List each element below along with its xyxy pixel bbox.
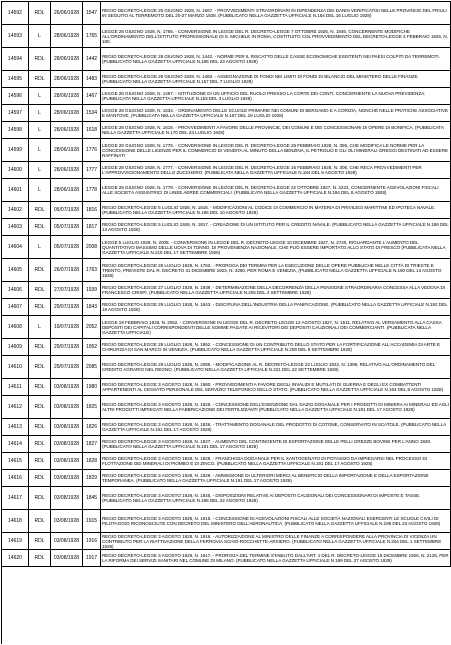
record-number: 14592	[2, 2, 29, 25]
act-type: RDL	[29, 202, 51, 219]
act-type: L	[29, 316, 51, 339]
table-row	[2, 487, 451, 510]
law-register-page	[1, 1, 450, 644]
record-number: 14596	[2, 88, 29, 105]
act-number: 2008	[83, 236, 101, 259]
table-row	[2, 48, 451, 71]
record-number: 14603	[2, 219, 29, 236]
table-row	[2, 339, 451, 356]
record-number: 14600	[2, 162, 29, 179]
act-number: 1483	[83, 71, 101, 88]
act-type: RDL	[29, 71, 51, 88]
table-row	[2, 162, 451, 179]
record-number: 14620	[2, 550, 29, 567]
act-type: L	[29, 179, 51, 202]
act-number: 1618	[83, 122, 101, 139]
act-type: RDL	[29, 533, 51, 550]
act-date: 28/06/1928	[51, 25, 83, 48]
record-number: 14605	[2, 259, 29, 282]
act-date: 03/08/1928	[51, 487, 83, 510]
record-number: 14597	[2, 105, 29, 122]
record-number: 14619	[2, 533, 29, 550]
act-date: 03/08/1928	[51, 419, 83, 436]
table-row	[2, 25, 451, 48]
act-number: 1845	[83, 487, 101, 510]
table-row	[2, 2, 451, 25]
act-number: 1534	[83, 105, 101, 122]
act-description: REGIO DECRETO-LEGGE 27 LUGLIO 1928, N. 1939. - DETERMINAZIONE DELLA DECORRENZA DELLA PENSIONE STRAORDINARIA CONCESSA ALLA VEDOVA DI FRANCESCO CRISPI, (PUBBLICATO NELLA GAZZETTA UFFICIALE N.205 DEL 4 SETTEMBRE 1928)	[101, 282, 451, 299]
table-row	[2, 550, 451, 567]
act-date: 19/07/1928	[51, 316, 83, 339]
record-number: 14594	[2, 48, 29, 71]
act-type: RDL	[29, 299, 51, 316]
act-description: REGIO DECRETO-LEGGE 3 AGOSTO 1928, N. 1980. - PROVVEDIMENTI A FAVORE DEGLI INVALIDI E MUTILATI DI GUERRA E DEGLI EX COMBATTENTI APPARTENENTI AL CESSATO PERSONALE DEL SERVIZIO TELEFONICO DELLO STATO. (PUBBLICATO NELLA GAZZETTA UFFICIALE N.164 DEL 8 AGOSTO 1928)	[101, 379, 451, 396]
record-number: 14614	[2, 436, 29, 453]
act-type: L	[29, 88, 51, 105]
act-number: 1980	[83, 379, 101, 396]
act-description: REGIO DECRETO-LEGGE 29 LUGLIO 1928, N. 1952. - CONCESSIONE DI UN CONTRIBUTO DELLO STATO PER LA FORTIFICAZIONE ALL'ACCADEMIA DI ARTE E CHIRURGIA DI SAN MARCO IN VENEZIA. (PUBBLICATO NELLA GAZZETTA UFFICIALE N.209 DEL 8 SETTEMBRE 1928)	[101, 339, 451, 356]
act-description: LEGGE 28 GIUGNO 1928, N. 1776. - CONVERSIONE IN LEGGE DEL R. DECRETO-LEGGE 26 FEBBRAIO 1928, N. 355, CHE MODIFICA LE NORME PER LA CONCESSIONE DELLE LICENZE PER IL COMMERCIO DI VENDITA AL MINUTO DELLA BENZINA, IL PETROLIO E GLI OLI MINERALI GREGGI DESTINATI AD ESSERE RAFFINATI	[101, 139, 451, 162]
act-date: 05/07/1928	[51, 236, 83, 259]
record-number: 14609	[2, 339, 29, 356]
act-description: REGIO DECRETO-LEGGE 29 LUGLIO 1928, N. 2085. - MODIFICAZIONE AL R. DECRETO-LEGGE 22 LUGLIO 1922, N. 1399, RELATIVO ALL'ORDINAMENTO DEL CREDITO AGRARIO NEL REGNO. (PUBBLICATO NELLA GAZZETTA UFFICIALE N.221 DEL 22 SETTEMBRE 1928)	[101, 356, 451, 379]
table-row	[2, 419, 451, 436]
act-type: RDL	[29, 259, 51, 282]
act-description: REGIO DECRETO-LEGGE 3 AGOSTO 1928, N. 1917. - PROROGA DEL TERMINE STABILITO DALL'ART. 1 DEL R. DECRETO-LEGGE 16 DICEMBRE 1926, N. 2125, PER LA RIFORMA DEI SERVIZI SANITARI NEL COMUNE DI MILANO. (PUBBLICATO NELLA GAZZETTA UFFICIALE N.199 DEL 27 AGOSTO 1928)	[101, 550, 451, 567]
act-date: 26/06/1928	[51, 2, 83, 25]
act-date: 28/06/1928	[51, 71, 83, 88]
table-row	[2, 282, 451, 299]
act-number: 1816	[83, 202, 101, 219]
record-number: 14601	[2, 179, 29, 202]
act-number: 1916	[83, 533, 101, 550]
act-type: RDL	[29, 379, 51, 396]
act-type: RDL	[29, 550, 51, 567]
act-date: 27/07/1928	[51, 282, 83, 299]
table-row	[2, 179, 451, 202]
act-number: 1917	[83, 550, 101, 567]
record-number: 14607	[2, 299, 29, 316]
table-row	[2, 436, 451, 453]
record-number: 14595	[2, 71, 29, 88]
act-number: 1915	[83, 510, 101, 533]
act-date: 28/06/1928	[51, 48, 83, 71]
record-number: 14613	[2, 419, 29, 436]
act-number: 1829	[83, 470, 101, 487]
act-type: RDL	[29, 396, 51, 419]
table-row	[2, 71, 451, 88]
act-date: 03/08/1928	[51, 396, 83, 419]
act-number: 1778	[83, 179, 101, 202]
act-type: RDL	[29, 510, 51, 533]
act-date: 03/08/1928	[51, 436, 83, 453]
act-type: L	[29, 122, 51, 139]
table-row	[2, 105, 451, 122]
act-number: 1828	[83, 453, 101, 470]
act-description: REGIO DECRETO-LEGGE 3 AGOSTO 1928, N. 1827. - AUMENTO DEL CONTINGENTE DI ESPORTAZIONE DELLE PELLI GREZZE BOVINE PER L'ANNO 1928. (PUBBLICATO NELLA GAZZETTA UFFICIALE N.191 DEL 17 AGOSTO 1928)	[101, 436, 451, 453]
act-description: LEGGE 5 LUGLIO 1928, N. 2008. - CONVERSIONE IN LEGGE DEL R. DECRETO-LEGGE 10 DICEMBRE 1927, N. 2740, RIGUARDANTE L'AUMENTO DEL QUANTITATIVO MASSIMO DELLE UOVA DI TONNO, DI PROVENIENZA NAZIONALE, CHE PUÒ ESSERE IMPORTATO ALLO STATO DI FRESCO (PUBBLICATA NELLA GAZZETTA UFFICIALE N.216 DEL 17 SETTEMBRE 1928)	[101, 236, 451, 259]
act-type: RDL	[29, 419, 51, 436]
table-row	[2, 202, 451, 219]
act-type: L	[29, 105, 51, 122]
act-type: RDL	[29, 282, 51, 299]
act-type: RDL	[29, 356, 51, 379]
act-description: REGIO DECRETO-LEGGE 3 AGOSTO 1928, N. 1825. - CONCESSIONE DELL'ESENZIONE DAL DAZIO DOGANALE PER I PRODOTTI DI MINIERA AI MINERALI ED AGLI ALTRI PRODOTTI IMPIEGATI NELLA FABBRICAZIONE DEI FERTILIZZANTI (PUBBLICATO NELLA GAZZETTA UFFICIALE N.191 DEL 17 AGOSTO 1928)	[101, 396, 451, 419]
act-type: RDL	[29, 219, 51, 236]
record-number: 14602	[2, 202, 29, 219]
act-description: LEGGE 28 GIUGNO 1928, N. 1534. - ORDINAMENTO DELLE SCUOLE PRIMARIE NEI COMUNI DI BERGAMO E A CORIZIA, NONCHÉ NELLE PRATICHE ASSOCIATIVE E MANTOVE. (PUBBLICATA NELLA GAZZETTA UFFICIALE N.167 DEL 19 LUGLIO 1928)	[101, 105, 451, 122]
act-type: L	[29, 236, 51, 259]
law-register-table	[1, 1, 451, 567]
act-date: 03/08/1928	[51, 533, 83, 550]
act-description: REGIO DECRETO-LEGGE 3 AGOSTO 1928, N. 1915. - CONCESSIONE DI AGEVOLAZIONI FISCALI ALLE SOCIETÀ NAZIONALI ESERCENTI LE SCUOLE CIVILI DI PILOTAGGIO RICONOSCIUTE CON DECRETO DEL MINISTERO DELL'AERONAUTICA. (PUBBLICATO NELLA GAZZETTA UFFICIALE N.198 DEL 23 AGOSTO 1928)	[101, 510, 451, 533]
act-number: 1442	[83, 48, 101, 71]
act-description: REGIO DECRETO-LEGGE 26 GIUGNO 1928, N. 1567. - PROVVEDIMENTI STRAORDINARI IN DIPENDENZA DEI DANNI VERIFICATISI NELLE PROVINCIE DEL FRIULI IN SEGUITO AL TERREMOTO DEL 20-27 MARZO 1928. (PUBBLICATO NELLA GAZZETTA UFFICIALE N.164 DEL 16 LUGLIO 1928)	[101, 2, 451, 25]
act-number: 1776	[83, 139, 101, 162]
act-date: 05/07/1928	[51, 219, 83, 236]
act-date: 29/07/1928	[51, 356, 83, 379]
act-description: LEGGE 28 GIUGNO 1928, N. 1778. - CONVERSIONE IN LEGGE DEL R. DECRETO-LEGGE 22 OTTOBRE 1927, N. 2223, CONCERNENTE AGEVOLAZIONI FISCALI ALLE SOCIETÀ ASSUNTRICI DI LINEE AEREE COMMERCIALI. (PUBBLICATA NELLA GAZZETTA UFFICIALE N.184 DEL 8 AGOSTO 1928)	[101, 179, 451, 202]
act-number: 1939	[83, 282, 101, 299]
act-description: REGIO DECRETO-LEGGE 29 LUGLIO 1928, N. 1843. - DISCIPLINA DELL'INDUSTRIA DELLA PANIFICAZIONE. (PUBBLICATO NELLA GAZZETTA UFFICIALE N.192 DEL 18 AGOSTO 1928)	[101, 299, 451, 316]
act-number: 1825	[83, 396, 101, 419]
record-number: 14604	[2, 236, 29, 259]
table-row	[2, 299, 451, 316]
table-row	[2, 453, 451, 470]
table-row	[2, 259, 451, 282]
record-number: 14616	[2, 470, 29, 487]
record-number: 14611	[2, 379, 29, 396]
act-type: RDL	[29, 436, 51, 453]
act-date: 03/08/1928	[51, 510, 83, 533]
act-description: REGIO DECRETO-LEGGE 3 AGOSTO 1928, N. 1828. - FRANCHIGIA DOGANALE PER IL XANTOGENATO DI POTASSIO DA IMPIEGARSI NEL PROCESSO DI FLOTTAZIONE DEI MINERALI DI PIOMBO E DI ZINCO. (PUBBLICATO NELLA GAZZETTA UFFICIALE N.191 DEL 17 AGOSTO 1928)	[101, 453, 451, 470]
act-number: 1817	[83, 219, 101, 236]
act-description: LEGGE 28 GIUGNO 1928, N. 1618. - PROVVEDIMENTI A FAVORE DELLE PROVINCIE, DEI COMUNI E DEI CONCESSIONARI DI OPERE DI BONIFICA. (PUBBLICATA NELLA GAZZETTA UFFICIALE N.170 DEL 23 LUGLIO 1928)	[101, 122, 451, 139]
table-row	[2, 510, 451, 533]
table-row	[2, 122, 451, 139]
act-type: RDL	[29, 453, 51, 470]
act-date: 26/07/1928	[51, 259, 83, 282]
act-number: 1467	[83, 88, 101, 105]
record-number: 14599	[2, 139, 29, 162]
act-description: REGIO DECRETO-LEGGE 26 LUGLIO 1928, N. 1763. - PROROGA DEI TERMINI PER LA ESECUZIONE DELLE OPERE PUBBLICHE NELLE CITTÀ DI TRIESTE E TRENTO, PREVISTE DAL R. DECRETO 31 DICEMBRE 1923, N. 3260, PER ROMA E VENEZIA, (PUBBLICATO NELLA GAZZETTA UFFICIALE N.190 DEL 13 AGOSTO 1928)	[101, 259, 451, 282]
act-description: REGIO DECRETO-LEGGE 28 GIUGNO 1928, N. 1483. - ASSEGNAZIONE DI FONDI NEI LIMITI DI FONDI DI BILANCIO DEL MINISTERO DELLE FINANZE. (PUBBLICATO NELLA GAZZETTA UFFICIALE N.157 DEL 7 LUGLIO 1928)	[101, 71, 451, 88]
act-type: RDL	[29, 339, 51, 356]
act-date: 03/08/1928	[51, 379, 83, 396]
act-number: 1843	[83, 299, 101, 316]
table-row	[2, 219, 451, 236]
act-description: REGIO DECRETO-LEGGE 3 AGOSTO 1928, N. 1916. - AUTORIZZAZIONE AL MINISTRO DELLE FINANZE A CORRISPONDERE ALLA PROVINCIA DI VICENZA UN CONTRIBUTO PER LA RIATTIVAZIONE DELLA FERROVIA SCHIO-ROCCHETTE-ARSIERO. (PUBBLICATO NELLA GAZZETTA UFFICIALE N.204 DEL 1 SETTEMBRE 1928)	[101, 533, 451, 550]
table-row	[2, 379, 451, 396]
record-number: 14593	[2, 25, 29, 48]
act-description: LEGGE 19 FEBBRAIO 1928, N. 2052. - CONVERSIONE IN LEGGE DEL R. DECRETO-LEGGE 12 AGOSTO 1927, N. 1511, RELATIVO AL VERSAMENTO ALLA CASSA DEPOSITI DEI CAPITALI CORRISPONDENTI DELLE SOMME PAGATE AI RICEVITORI DEI DEPOSITI CAUZIONALI DEI COMMERCIANTI. (PUBBLICATA NELLA GAZZETTA UFFICIALE)	[101, 316, 451, 339]
table-row	[2, 396, 451, 419]
table-row	[2, 533, 451, 550]
record-number: 14608	[2, 316, 29, 339]
act-date: 05/07/1928	[51, 202, 83, 219]
act-type: L	[29, 139, 51, 162]
table-row	[2, 470, 451, 487]
act-date: 28/06/1928	[51, 139, 83, 162]
act-description: REGIO DECRETO-LEGGE 5 LUGLIO 1928, N. 1816. - MODIFICAZIONI AL CODICE DI COMMERCIO IN MATERIA DI PRIVILEGI MARITTIMI ED IPOTECA NAVALE. (PUBBLICATO NELLA GAZZETTA UFFICIALE N.186 DEL 10 AGOSTO 1928)	[101, 202, 451, 219]
act-date: 03/08/1928	[51, 453, 83, 470]
table-row	[2, 316, 451, 339]
act-description: LEGGE 28 GIUGNO 1928, N. 1765. - CONVERSIONE IN LEGGE DEL R. DECRETO-LEGGE 7 OTTOBRE 1926, N. 1846, CONCERNENTE MODIFICHE ALL'ORDINAMENTO DELL'ISTITUTO PROFESSIONALE DI S. MICHELE IN ROMA, COSTITUITO COL PROVVEDIMENTO DEL DECRETO-LEGGE 4 FEBBRAIO 1926, N. 180.	[101, 25, 451, 48]
record-number: 14617	[2, 487, 29, 510]
act-number: 1827	[83, 436, 101, 453]
act-date: 28/06/1928	[51, 122, 83, 139]
record-number: 14612	[2, 396, 29, 419]
record-number: 14606	[2, 282, 29, 299]
table-row	[2, 139, 451, 162]
table-row	[2, 88, 451, 105]
act-type: RDL	[29, 48, 51, 71]
record-number: 14610	[2, 356, 29, 379]
table-body	[2, 2, 451, 567]
act-description: REGIO DECRETO-LEGGE 5 LUGLIO 1928, N. 1817. - CREAZIONE DI UN ISTITUTO PER IL CREDITO NAVALE. (PUBBLICATO NELLA GAZZETTA UFFICIALE N.186 DEL 13 AGOSTO 1928)	[101, 219, 451, 236]
table-row	[2, 236, 451, 259]
act-number: 1763	[83, 259, 101, 282]
act-date: 28/06/1928	[51, 105, 83, 122]
act-description: LEGGE 28 GIUGNO 1928, N. 1777. - CONVERSIONE IN LEGGE DEL R. DECRETO-LEGGE 16 FEBBRAIO 1928, N. 306, CHE RECA PROVVEDIMENTI PER L'APPROVVIGIONAMENTO DELLO ZUCCHERO. (PUBBLICATA NELLA GAZZETTA UFFICIALE N.184 DEL 8 AGOSTO 1928)	[101, 162, 451, 179]
act-date: 03/08/1928	[51, 550, 83, 567]
act-description: REGIO DECRETO-LEGGE 3 AGOSTO 1928, N. 1845. - DISPOSIZIONI RELATIVE AI DEPOSITI CAUZIONALI DEI CONCESSIONARI DI IMPOSTE E TASSE. (PUBBLICATO NELLA GAZZETTA UFFICIALE N.195 DEL 22 AGOSTO 1928)	[101, 487, 451, 510]
table-row	[2, 356, 451, 379]
act-type: RDL	[29, 487, 51, 510]
record-number: 14618	[2, 510, 29, 533]
act-type: L	[29, 162, 51, 179]
act-number: 1547	[83, 2, 101, 25]
act-description: REGIO DECRETO-LEGGE 28 GIUGNO 1928, N. 1442. - NORME PER IL RISCATTO DELLE CASSE ECONOMICHE ESISTENTI NEI PAESI COLPITI DA TERREMOTI. (PUBBLICATO NELLA GAZZETTA UFFICIALE N.196 DEL 23 AGOSTO 1928)	[101, 48, 451, 71]
record-number: 14615	[2, 453, 29, 470]
act-date: 29/07/1928	[51, 339, 83, 356]
act-date: 29/07/1928	[51, 299, 83, 316]
act-date: 28/06/1928	[51, 179, 83, 202]
act-description: REGIO DECRETO-LEGGE 3 AGOSTO 1928, N. 1826. - TRATTAMENTO DOGANALE DEL PRODOTTO DI COTONE, CONSERVATO IN SCATOLE. (PUBBLICATO NELLA GAZZETTA UFFICIALE N.191 DEL 17 AGOSTO 1928)	[101, 419, 451, 436]
act-number: 2085	[83, 356, 101, 379]
act-type: L	[29, 25, 51, 48]
act-number: 1952	[83, 339, 101, 356]
act-date: 03/08/1928	[51, 470, 83, 487]
act-description: LEGGE 28 GIUGNO 1928, N. 1467. - ISTITUZIONE DI UN UFFICIO DEL RUOLO PRESSO LA CORTE DEI CONTI, CONCERNENTE LA NUOVA PREVIDENZA. (PUBBLICATA NELLA GAZZETTA UFFICIALE N.153 DEL 3 LUGLIO 1928)	[101, 88, 451, 105]
act-date: 28/06/1928	[51, 88, 83, 105]
act-type: RDL	[29, 2, 51, 25]
act-description: REGIO DECRETO-LEGGE 3 AGOSTO 1928, N. 1829. - AMMISSIONE DI ULTERIORI MERCI AL BENEFICIO DELLA IMPORTAZIONE E DELLA ESPORTAZIONE TEMPORANEA. (PUBBLICATO NELLA GAZZETTA UFFICIALE N.191 DEL 17 AGOSTO 1928)	[101, 470, 451, 487]
act-type: RDL	[29, 470, 51, 487]
act-number: 1826	[83, 419, 101, 436]
act-date: 28/06/1928	[51, 162, 83, 179]
act-number: 1777	[83, 162, 101, 179]
record-number: 14598	[2, 122, 29, 139]
act-number: 2052	[83, 316, 101, 339]
act-number: 1765	[83, 25, 101, 48]
